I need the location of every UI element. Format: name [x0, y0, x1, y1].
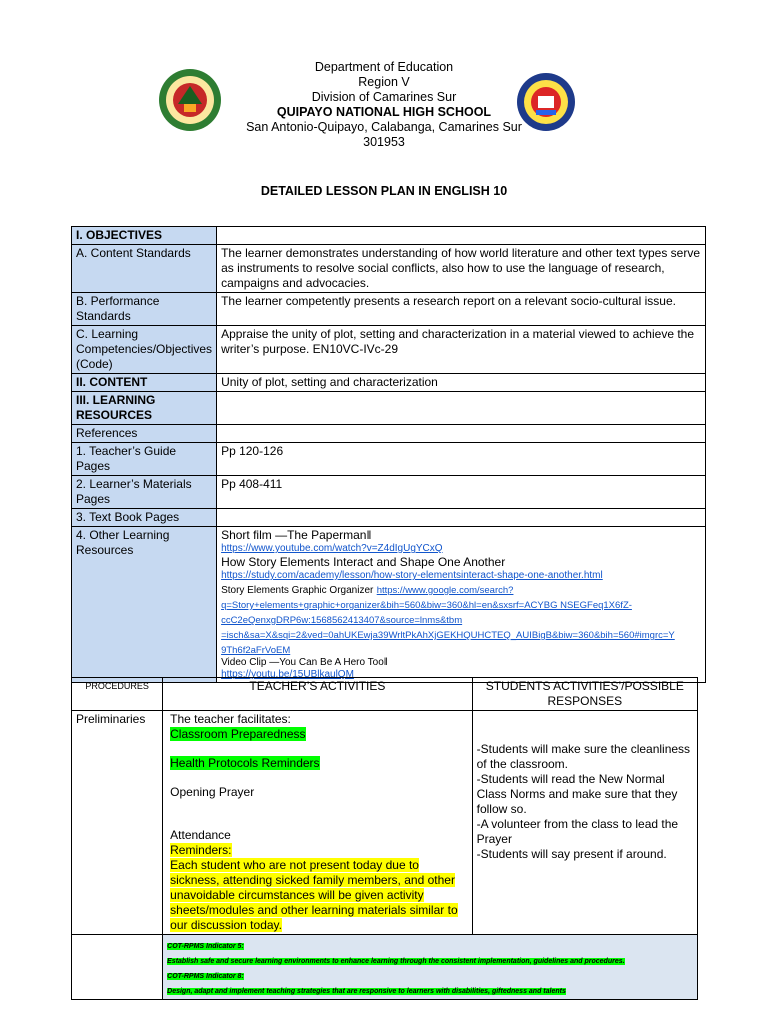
student-response: -Students will make sure the cleanliness of the classroom.: [476, 742, 691, 771]
school-id: 301953: [363, 135, 405, 149]
table-row: [72, 326, 706, 374]
cot-empty: [72, 935, 163, 1000]
textbook-cell: [217, 509, 706, 527]
other-resources: [217, 527, 706, 683]
competencies-label: C. Learning Competencies/Objectives (Code): [72, 326, 217, 374]
teachers-guide: Pp 120-126: [217, 443, 706, 476]
cot-row: [72, 935, 698, 1000]
teacher-activities-header: TEACHER’S ACTIVITIES: [163, 678, 472, 711]
resource-item: Story Elements Graphic Organizer: [221, 585, 374, 596]
procedures-table: [71, 677, 698, 1000]
department: Department of Education: [314, 60, 454, 74]
resources-label: III. LEARNING RESOURCES: [72, 392, 217, 425]
performance-standards-label: B. Performance Standards: [72, 293, 217, 326]
teacher-activities: [163, 711, 472, 935]
textbook-label: 3. Text Book Pages: [72, 509, 217, 527]
school-name: QUIPAYO NATIONAL HIGH SCHOOL: [276, 105, 492, 119]
school-address: San Antonio-Quipayo, Calabanga, Camarines Sur: [246, 120, 522, 134]
reminder-text: Each student who are not present today due to sickness, attending sicked family members, and other unavoidable circumstances will be given activity sheets/modules and other learning materials similar to our discussion today.: [170, 858, 458, 932]
content-standards-label: A. Content Standards: [72, 245, 217, 293]
attendance: Attendance: [170, 828, 231, 842]
opening-prayer: Opening Prayer: [170, 785, 255, 799]
resource-link[interactable]: https://www.google.com/search?q=Story+elements+graphic+organizer&bih=560&biw=360&hl=en&sxsrf=ACYBG NSEGFeq1X6fZ-ccC2eQenxgDRP6w:1568562413407&source=lnms&tbm =isch&sa=X&sqi=2&ved=0ahUKEwja39WrltPkAhXjGEKHQUHCTEQ_AUIBigB&biw=360&bih=560#imgrc=Y 9Th6f2aFrVoEM: [221, 585, 675, 656]
content: Unity of plot, setting and characterization: [217, 374, 706, 392]
references-cell: [217, 425, 706, 443]
reminders-label: Reminders:: [170, 843, 232, 857]
table-row: [72, 527, 706, 683]
students-activities-header: STUDENTS ACTIVITIES’/POSSIBLE RESPONSES: [472, 678, 697, 711]
table-row: [72, 476, 706, 509]
classroom-preparedness: Classroom Preparedness: [170, 727, 306, 741]
region: Region V: [358, 75, 410, 89]
content-standards: The learner demonstrates understanding of how world literature and other text types serve as instruments to resolve social conflicts, also how to use the language of research, campaigns and advocacies.: [217, 245, 706, 293]
student-responses: [472, 711, 697, 935]
student-response: -Students will read the New Normal Class Norms and make sure that they follow so.: [476, 772, 678, 816]
table-row: [72, 392, 706, 425]
school-header: [0, 60, 768, 150]
division: Division of Camarines Sur: [311, 90, 457, 104]
table-row: [72, 227, 706, 245]
table-row: [72, 711, 698, 935]
table-row: [72, 245, 706, 293]
other-resources-label: 4. Other Learning Resources: [72, 527, 217, 683]
table-row: [72, 374, 706, 392]
cot-indicator-8-text: Design, adapt and implement teaching strategies that are responsive to learners with disabilities, giftedness and talents: [167, 988, 566, 995]
teachers-guide-label: 1. Teacher’s Guide Pages: [72, 443, 217, 476]
references-label: References: [72, 425, 217, 443]
learners-materials: Pp 408-411: [217, 476, 706, 509]
resource-item: Short film ―The Paperman‖: [221, 528, 372, 542]
performance-standards: The learner competently presents a research report on a relevant socio-cultural issue.: [217, 293, 706, 326]
table-row: [72, 509, 706, 527]
teacher-intro: The teacher facilitates:: [170, 712, 291, 726]
resource-link[interactable]: https://study.com/academy/lesson/how-story-elementsinteract-shape-one-another.html: [221, 570, 603, 581]
table-row: [72, 425, 706, 443]
cot-indicator-5: COT-RPMS Indicator 5:: [167, 943, 244, 950]
table-header-row: [72, 678, 698, 711]
table-row: [72, 293, 706, 326]
resource-link[interactable]: https://youtu.be/15UBlkaulQM: [221, 669, 354, 680]
student-response: -A volunteer from the class to lead the Prayer: [476, 817, 679, 846]
student-response: -Students will say present if around.: [476, 847, 667, 861]
competencies: Appraise the unity of plot, setting and characterization in a material viewed to achieve the writer’s purpose. EN10VC-IVc-29: [217, 326, 706, 374]
cot-indicator-5-text: Establish safe and secure learning environments to enhance learning through the consistent implementation, guidelines and procedures.: [167, 958, 625, 965]
health-protocols: Health Protocols Reminders: [170, 756, 320, 770]
cot-indicators: [163, 935, 698, 1000]
preliminaries-label: Preliminaries: [72, 711, 163, 935]
objectives-cell: [217, 227, 706, 245]
objectives-label: I. OBJECTIVES: [72, 227, 217, 245]
resource-link[interactable]: https://www.youtube.com/watch?v=Z4dIgUgYCxQ: [221, 543, 443, 554]
procedures-header: PROCEDURES: [72, 678, 163, 711]
resources-cell: [217, 392, 706, 425]
cot-indicator-8: COT-RPMS Indicator 8:: [167, 973, 244, 980]
learners-materials-label: 2. Learner’s Materials Pages: [72, 476, 217, 509]
document-title: DETAILED LESSON PLAN IN ENGLISH 10: [260, 184, 508, 198]
resource-item: How Story Elements Interact and Shape One Another: [221, 555, 506, 569]
lesson-plan-table: [71, 226, 706, 683]
resource-item: Video Clip ―You Can Be A Hero Too‖: [221, 657, 388, 668]
table-row: [72, 443, 706, 476]
content-label: II. CONTENT: [72, 374, 217, 392]
